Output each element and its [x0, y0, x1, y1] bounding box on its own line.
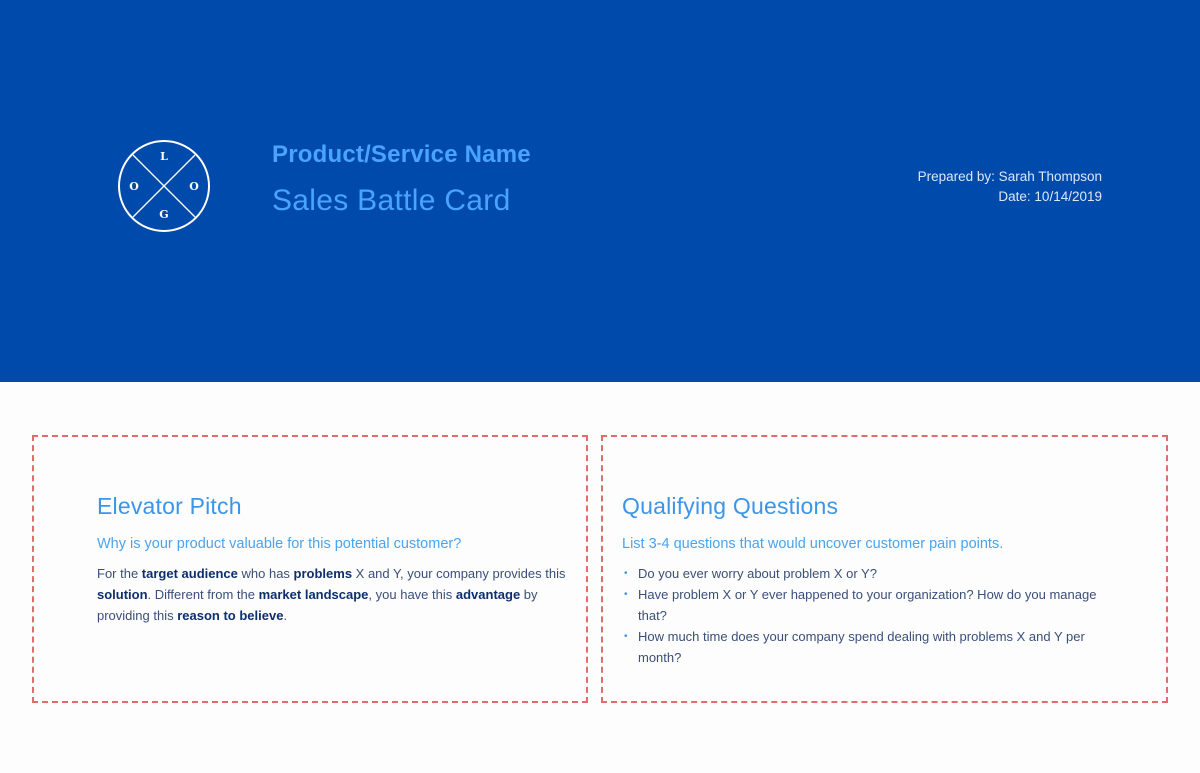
qualifying-questions-prompt: List 3-4 questions that would uncover customer pain points.: [622, 536, 1004, 552]
logo-letter-right: O: [189, 180, 199, 193]
elevator-pitch-prompt: Why is your product valuable for this potential customer?: [97, 536, 462, 552]
product-name: Product/Service Name: [272, 141, 531, 168]
elevator-pitch-title: Elevator Pitch: [97, 493, 242, 519]
logo-circle-x-icon: [117, 139, 211, 233]
body-text: , you have this: [368, 587, 456, 602]
document-meta: [918, 167, 1102, 206]
list-item: [622, 584, 1106, 626]
list-item: [622, 626, 1106, 668]
title-block: [272, 140, 531, 218]
logo-letter-top: L: [160, 150, 168, 163]
elevator-pitch-card: [32, 435, 588, 703]
logo-letter-left: O: [129, 180, 139, 193]
body-text: by providing this: [97, 587, 538, 623]
question-text: Do you ever worry about problem X or Y?: [638, 566, 877, 581]
list-item: [622, 563, 1106, 584]
elevator-pitch-body: [97, 563, 578, 626]
keyword-highlight: problems: [293, 566, 353, 581]
keyword-highlight: advantage: [455, 587, 521, 602]
bullet-icon: •: [624, 589, 628, 600]
logo-letter-bottom: G: [159, 208, 169, 221]
bullet-icon: •: [624, 631, 628, 642]
question-text: How much time does your company spend dealing with problems X and Y per month?: [638, 629, 1085, 665]
header-banner: [0, 0, 1200, 382]
body-text: . Different from the: [147, 587, 259, 602]
keyword-highlight: market landscape: [258, 587, 369, 602]
body-text: X and Y, your company provides this: [352, 566, 566, 581]
keyword-highlight: target audience: [141, 566, 238, 581]
questions-list: [622, 563, 1106, 668]
question-text: Have problem X or Y ever happened to your organization? How do you manage that?: [638, 587, 1097, 623]
bullet-icon: •: [624, 568, 628, 579]
keyword-highlight: reason to believe: [177, 608, 284, 623]
logo: [117, 139, 211, 233]
page-title: Sales Battle Card: [272, 184, 511, 217]
body-text: For the: [97, 566, 142, 581]
body-text: who has: [237, 566, 294, 581]
keyword-highlight: solution: [97, 587, 148, 602]
prepared-by: Prepared by: Sarah Thompson: [917, 169, 1102, 184]
qualifying-questions-title: Qualifying Questions: [622, 493, 839, 519]
body-text: .: [283, 608, 288, 623]
date: Date: 10/14/2019: [998, 188, 1102, 204]
qualifying-questions-card: [601, 435, 1168, 703]
